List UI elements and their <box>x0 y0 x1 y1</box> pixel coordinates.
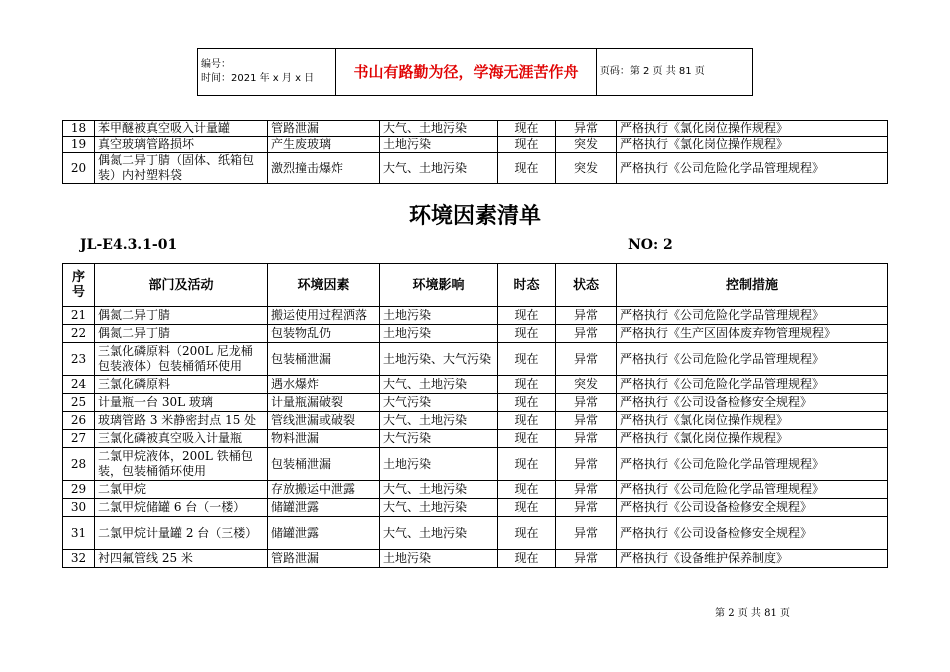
cell-control: 严格执行《氯化岗位操作规程》 <box>617 412 888 430</box>
page-title: 环境因素清单 <box>408 204 541 229</box>
cell-factor: 包装物乱仍 <box>268 325 380 343</box>
cell-no: 25 <box>63 394 95 412</box>
table-row <box>63 448 888 481</box>
cell-no: 21 <box>63 307 95 325</box>
cell-no: 22 <box>63 325 95 343</box>
header-motto: 书山有路勤为径，学海无涯苦作舟 <box>336 49 597 96</box>
document-code: JL-E4.3.1-01 <box>80 237 178 253</box>
cell-tense: 现在 <box>498 517 556 550</box>
cell-no: 18 <box>63 121 95 137</box>
cell-no: 26 <box>63 412 95 430</box>
cell-control: 严格执行《公司危险化学品管理规程》 <box>617 307 888 325</box>
cell-control: 严格执行《公司危险化学品管理规程》 <box>617 153 888 184</box>
cell-no: 29 <box>63 481 95 499</box>
cell-factor: 激烈撞击爆炸 <box>268 153 380 184</box>
cell-factor: 储罐泄露 <box>268 499 380 517</box>
header-meta-cell <box>198 49 336 96</box>
cell-dept: 二氯甲烷液体，200L 铁桶包装，包装桶循环使用 <box>95 448 268 481</box>
cell-dept: 真空玻璃管路损坏 <box>95 137 268 153</box>
cell-impact: 土地污染 <box>380 307 498 325</box>
cell-dept: 二氯甲烷储罐 6 台（一楼） <box>95 499 268 517</box>
environment-factor-table <box>62 263 888 568</box>
cell-tense: 现在 <box>498 481 556 499</box>
cell-factor: 管线泄漏或破裂 <box>268 412 380 430</box>
cell-control: 严格执行《氯化岗位操作规程》 <box>617 121 888 137</box>
cell-dept: 偶氮二异丁腈 <box>95 325 268 343</box>
cell-control: 严格执行《生产区固体废弃物管理规程》 <box>617 325 888 343</box>
cell-impact: 大气污染 <box>380 394 498 412</box>
table-row <box>63 343 888 376</box>
cell-impact: 大气、土地污染 <box>380 499 498 517</box>
cell-dept: 偶氮二异丁腈（固体、纸箱包装）内衬塑料袋 <box>95 153 268 184</box>
table-row <box>63 550 888 568</box>
cell-state: 异常 <box>556 448 617 481</box>
column-header: 状态 <box>556 264 617 307</box>
cell-tense: 现在 <box>498 499 556 517</box>
column-header: 序号 <box>63 264 95 307</box>
table-row <box>63 394 888 412</box>
cell-factor: 包装桶泄漏 <box>268 448 380 481</box>
header-page: 页码：第 2 页 共 81 页 <box>596 49 752 96</box>
cell-tense: 现在 <box>498 550 556 568</box>
cell-control: 严格执行《氯化岗位操作规程》 <box>617 137 888 153</box>
cell-state: 异常 <box>556 343 617 376</box>
cell-tense: 现在 <box>498 343 556 376</box>
cell-tense: 现在 <box>498 430 556 448</box>
cell-no: 30 <box>63 499 95 517</box>
cell-state: 突发 <box>556 137 617 153</box>
cell-dept: 偶氮二异丁腈 <box>95 307 268 325</box>
cell-factor: 搬运使用过程洒落 <box>268 307 380 325</box>
cell-tense: 现在 <box>498 394 556 412</box>
cell-dept: 二氯甲烷计量罐 2 台（三楼） <box>95 517 268 550</box>
cell-no: 19 <box>63 137 95 153</box>
cell-state: 突发 <box>556 153 617 184</box>
cell-control: 严格执行《公司危险化学品管理规程》 <box>617 343 888 376</box>
cell-impact: 大气、土地污染 <box>380 153 498 184</box>
table-row <box>63 325 888 343</box>
cell-factor: 存放搬运中泄露 <box>268 481 380 499</box>
cell-dept: 二氯甲烷 <box>95 481 268 499</box>
cell-tense: 现在 <box>498 137 556 153</box>
cell-factor: 管路泄漏 <box>268 121 380 137</box>
table-row <box>63 430 888 448</box>
cell-no: 32 <box>63 550 95 568</box>
cell-control: 严格执行《公司危险化学品管理规程》 <box>617 481 888 499</box>
cell-impact: 土地污染 <box>380 137 498 153</box>
cell-factor: 管路泄漏 <box>268 550 380 568</box>
cell-tense: 现在 <box>498 325 556 343</box>
table-row <box>63 121 888 137</box>
cell-control: 严格执行《公司设备检修安全规程》 <box>617 517 888 550</box>
cell-state: 异常 <box>556 394 617 412</box>
cell-impact: 大气、土地污染 <box>380 412 498 430</box>
cell-state: 异常 <box>556 325 617 343</box>
table-row <box>63 517 888 550</box>
cell-state: 异常 <box>556 517 617 550</box>
cell-state: 异常 <box>556 499 617 517</box>
column-header: 环境影响 <box>380 264 498 307</box>
cell-dept: 玻璃管路 3 米静密封点 15 处 <box>95 412 268 430</box>
cell-control: 严格执行《公司危险化学品管理规程》 <box>617 448 888 481</box>
cell-tense: 现在 <box>498 153 556 184</box>
cell-tense: 现在 <box>498 412 556 430</box>
cell-no: 28 <box>63 448 95 481</box>
cell-state: 异常 <box>556 430 617 448</box>
cell-factor: 产生废玻璃 <box>268 137 380 153</box>
cell-dept: 苯甲醚被真空吸入计量罐 <box>95 121 268 137</box>
cell-dept: 三氯化磷原料（200L 尼龙桶包装液体）包装桶循环使用 <box>95 343 268 376</box>
cell-impact: 土地污染 <box>380 550 498 568</box>
cell-factor: 储罐泄露 <box>268 517 380 550</box>
cell-no: 31 <box>63 517 95 550</box>
table-header-row <box>63 264 888 307</box>
document-header <box>197 48 753 96</box>
cell-impact: 大气、土地污染 <box>380 376 498 394</box>
number-label: 编号： <box>201 59 231 70</box>
column-header: 控制措施 <box>617 264 888 307</box>
cell-control: 严格执行《氯化岗位操作规程》 <box>617 430 888 448</box>
table-row <box>63 499 888 517</box>
cell-state: 异常 <box>556 412 617 430</box>
cell-tense: 现在 <box>498 121 556 137</box>
cell-impact: 大气、土地污染 <box>380 517 498 550</box>
page-footer: 第 2 页 共 81 页 <box>715 608 790 619</box>
cell-state: 突发 <box>556 376 617 394</box>
table-row <box>63 137 888 153</box>
time-label: 时间：2021 年 x 月 x 日 <box>201 73 315 84</box>
cell-no: 24 <box>63 376 95 394</box>
cell-factor: 遇水爆炸 <box>268 376 380 394</box>
cell-dept: 三氯化磷原料 <box>95 376 268 394</box>
table-row <box>63 412 888 430</box>
sheet-number: NO: 2 <box>628 237 673 253</box>
cell-no: 27 <box>63 430 95 448</box>
cell-state: 异常 <box>556 307 617 325</box>
cell-control: 严格执行《设备维护保养制度》 <box>617 550 888 568</box>
cell-dept: 计量瓶一台 30L 玻璃 <box>95 394 268 412</box>
cell-dept: 衬四氟管线 25 米 <box>95 550 268 568</box>
cell-no: 23 <box>63 343 95 376</box>
cell-state: 异常 <box>556 121 617 137</box>
cell-factor: 物料泄漏 <box>268 430 380 448</box>
cell-impact: 土地污染 <box>380 448 498 481</box>
cell-state: 异常 <box>556 550 617 568</box>
cell-factor: 包装桶泄漏 <box>268 343 380 376</box>
table-row <box>63 481 888 499</box>
cell-control: 严格执行《公司设备检修安全规程》 <box>617 394 888 412</box>
cell-impact: 大气污染 <box>380 430 498 448</box>
cell-no: 20 <box>63 153 95 184</box>
column-header: 部门及活动 <box>95 264 268 307</box>
table-row <box>63 153 888 184</box>
cell-tense: 现在 <box>498 307 556 325</box>
table-row <box>63 376 888 394</box>
cell-impact: 大气、土地污染 <box>380 481 498 499</box>
cell-tense: 现在 <box>498 448 556 481</box>
cell-impact: 土地污染 <box>380 325 498 343</box>
cell-dept: 三氯化磷被真空吸入计量瓶 <box>95 430 268 448</box>
column-header: 时态 <box>498 264 556 307</box>
cell-factor: 计量瓶漏破裂 <box>268 394 380 412</box>
cell-tense: 现在 <box>498 376 556 394</box>
continued-table <box>62 120 888 184</box>
cell-impact: 土地污染、大气污染 <box>380 343 498 376</box>
cell-impact: 大气、土地污染 <box>380 121 498 137</box>
cell-state: 异常 <box>556 481 617 499</box>
cell-control: 严格执行《公司设备检修安全规程》 <box>617 499 888 517</box>
cell-control: 严格执行《公司危险化学品管理规程》 <box>617 376 888 394</box>
table-row <box>63 307 888 325</box>
column-header: 环境因素 <box>268 264 380 307</box>
